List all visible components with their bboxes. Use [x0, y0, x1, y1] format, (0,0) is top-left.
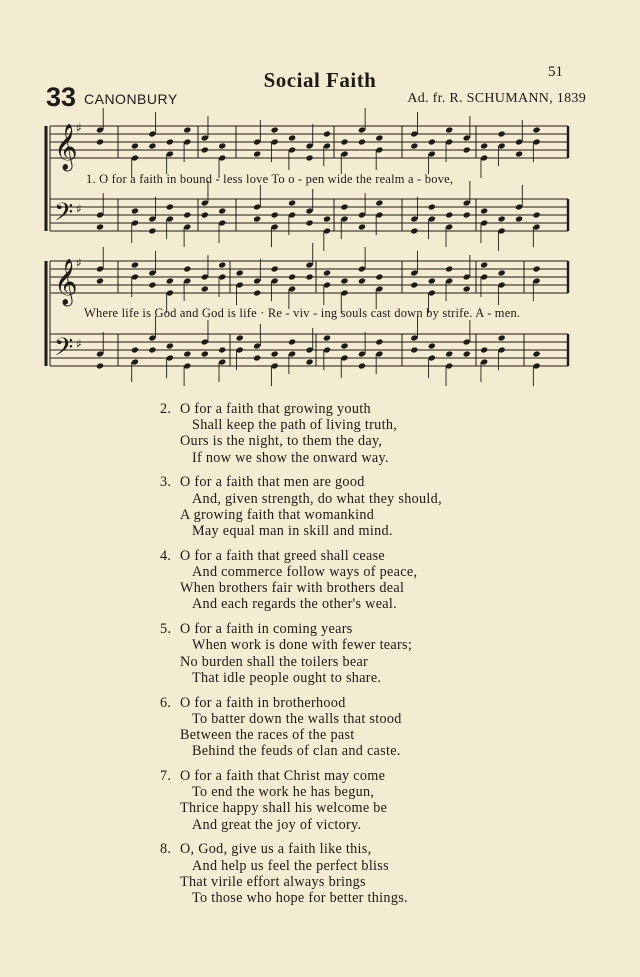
notehead: [428, 203, 436, 210]
notehead: [288, 199, 296, 206]
notehead: [410, 346, 418, 353]
verse-line: When brothers fair with brothers deal: [180, 580, 405, 597]
notehead: [428, 277, 436, 284]
notehead: [463, 285, 471, 292]
verse-line: When work is done with fewer tears;: [192, 637, 413, 654]
verse-line: O for a faith in coming years: [180, 621, 353, 638]
notehead: [96, 223, 104, 230]
notehead: [236, 269, 244, 276]
verse-line: And commerce follow ways of peace,: [192, 564, 418, 581]
verse-line: A growing faith that womankind: [180, 506, 375, 523]
notehead: [498, 215, 506, 222]
notehead: [480, 207, 488, 214]
verse-line: That virile effort always brings: [180, 873, 366, 890]
notehead: [305, 154, 313, 161]
notehead: [201, 285, 209, 292]
verse-8: [160, 841, 442, 906]
notehead: [532, 265, 540, 272]
notehead: [148, 346, 156, 353]
bass-clef-icon: 𝄢: [54, 333, 74, 368]
notehead: [323, 334, 331, 341]
notehead: [288, 134, 296, 141]
notehead: [340, 277, 348, 284]
notehead: [271, 126, 279, 133]
verse-2: [160, 401, 442, 466]
notehead: [131, 346, 139, 353]
notehead: [288, 338, 296, 345]
notehead: [445, 211, 453, 218]
notehead: [480, 346, 488, 353]
notehead: [375, 338, 383, 345]
notehead: [410, 227, 418, 234]
notehead: [323, 215, 331, 222]
notehead: [515, 150, 523, 157]
notehead: [271, 350, 279, 357]
notehead: [253, 150, 261, 157]
notehead: [96, 138, 104, 145]
notehead: [340, 203, 348, 210]
notehead: [340, 342, 348, 349]
verse-line: Behind the feuds of clan and caste.: [192, 743, 401, 760]
verse-line: And great the joy of victory.: [192, 816, 362, 833]
notehead: [323, 130, 331, 137]
notehead: [218, 207, 226, 214]
verse-number: 3.: [160, 474, 172, 491]
treble-clef-icon: 𝄞: [54, 124, 78, 170]
notehead: [463, 146, 471, 153]
verse-3: [160, 474, 442, 539]
sharp-icon: ♯: [76, 202, 82, 216]
notehead: [498, 269, 506, 276]
verse-line: To those who hope for better things.: [192, 890, 408, 907]
notehead: [498, 334, 506, 341]
notehead: [166, 203, 174, 210]
notehead: [131, 207, 139, 214]
hymn-number: 33: [46, 82, 77, 112]
notehead: [305, 273, 313, 280]
notehead: [148, 142, 156, 149]
notehead: [445, 126, 453, 133]
verse-number: 5.: [160, 621, 172, 638]
notehead: [323, 269, 331, 276]
verse-6: [160, 695, 442, 760]
notehead: [375, 273, 383, 280]
verse-number: 7.: [160, 768, 172, 785]
verse-7: [160, 768, 442, 833]
verse-5: [160, 621, 442, 686]
treble-clef-icon: 𝄞: [54, 259, 78, 305]
notehead: [410, 142, 418, 149]
notehead: [358, 362, 366, 369]
notehead: [498, 130, 506, 137]
verse-line: If now we show the onward way.: [192, 449, 389, 466]
verse-line: Between the races of the past: [180, 727, 355, 744]
notehead: [96, 277, 104, 284]
notehead: [218, 346, 226, 353]
verse-line: O for a faith that growing youth: [180, 401, 371, 417]
notehead: [532, 211, 540, 218]
notehead: [183, 211, 191, 218]
verse-line: And, given strength, do what they should,: [192, 490, 442, 507]
notehead: [166, 138, 174, 145]
music-score: [0, 0, 640, 400]
sharp-icon: ♯: [76, 337, 82, 351]
notehead: [410, 281, 418, 288]
notehead: [166, 342, 174, 349]
notehead: [532, 350, 540, 357]
notehead: [428, 342, 436, 349]
notehead: [201, 211, 209, 218]
notehead: [288, 273, 296, 280]
notehead: [445, 350, 453, 357]
verse-line: Ours is the night, to them the day,: [180, 433, 383, 450]
verse-line: To end the work he has begun,: [192, 784, 375, 801]
lyrics-line-1: 1. O for a faith in bound - less love To o - pen wide the realm a - bove,: [86, 172, 454, 186]
notehead: [131, 142, 139, 149]
notehead: [96, 362, 104, 369]
notehead: [358, 138, 366, 145]
notehead: [358, 223, 366, 230]
notehead: [271, 265, 279, 272]
verse-line: And help us feel the perfect bliss: [192, 857, 389, 874]
notehead: [148, 281, 156, 288]
verse-number: 6.: [160, 694, 172, 711]
notehead: [515, 215, 523, 222]
notehead: [305, 219, 313, 226]
notehead: [253, 354, 261, 361]
page-number: 51: [548, 64, 563, 80]
sharp-icon: ♯: [76, 121, 82, 135]
notehead: [480, 142, 488, 149]
notehead: [183, 126, 191, 133]
notehead: [148, 227, 156, 234]
notehead: [166, 277, 174, 284]
hymn-title: Social Faith: [263, 68, 377, 92]
verse-line: O for a faith in brotherhood: [180, 694, 346, 711]
notehead: [201, 350, 209, 357]
verse-line: May equal man in skill and mind.: [192, 523, 393, 540]
lyrics-line-2: Where life is God and God is life · Re - viv - ing souls cast down by strife. A - men.: [84, 306, 521, 320]
verse-number: 8.: [160, 841, 172, 858]
verse-line: O for a faith that Christ may come: [180, 768, 386, 785]
notehead: [480, 261, 488, 268]
verse-line: O, God, give us a faith like this,: [180, 841, 372, 858]
notehead: [253, 289, 261, 296]
verse-line: Shall keep the path of living truth,: [192, 417, 398, 434]
verses: [160, 401, 442, 915]
verse-line: O for a faith that greed shall cease: [180, 547, 385, 564]
notehead: [218, 261, 226, 268]
verse-4: [160, 548, 442, 613]
bass-clef-icon: 𝄢: [54, 198, 74, 233]
notehead: [375, 199, 383, 206]
notehead: [375, 134, 383, 141]
notehead: [201, 146, 209, 153]
notehead: [463, 350, 471, 357]
notehead: [305, 358, 313, 365]
verse-line: Thrice happy shall his welcome be: [180, 800, 388, 817]
tune-name: CANONBURY: [84, 91, 178, 107]
notehead: [183, 350, 191, 357]
notehead: [463, 211, 471, 218]
notehead: [271, 211, 279, 218]
notehead: [236, 334, 244, 341]
notehead: [131, 261, 139, 268]
verse-line: O for a faith that men are good: [180, 474, 365, 491]
verse-line: No burden shall the toilers bear: [180, 653, 369, 670]
notehead: [340, 138, 348, 145]
notehead: [428, 138, 436, 145]
verse-number: 2.: [160, 401, 172, 417]
notehead: [218, 142, 226, 149]
notehead: [183, 265, 191, 272]
notehead: [532, 126, 540, 133]
sharp-icon: ♯: [76, 256, 82, 270]
notehead: [445, 265, 453, 272]
notehead: [358, 277, 366, 284]
verse-line: To batter down the walls that stood: [192, 710, 402, 727]
notehead: [253, 215, 261, 222]
verse-line: And each regards the other's weal.: [192, 596, 397, 613]
composer-credit: Ad. fr. R. SCHUMANN, 1839: [407, 91, 586, 106]
verse-line: That idle people ought to share.: [192, 669, 382, 686]
verse-number: 4.: [160, 547, 172, 564]
